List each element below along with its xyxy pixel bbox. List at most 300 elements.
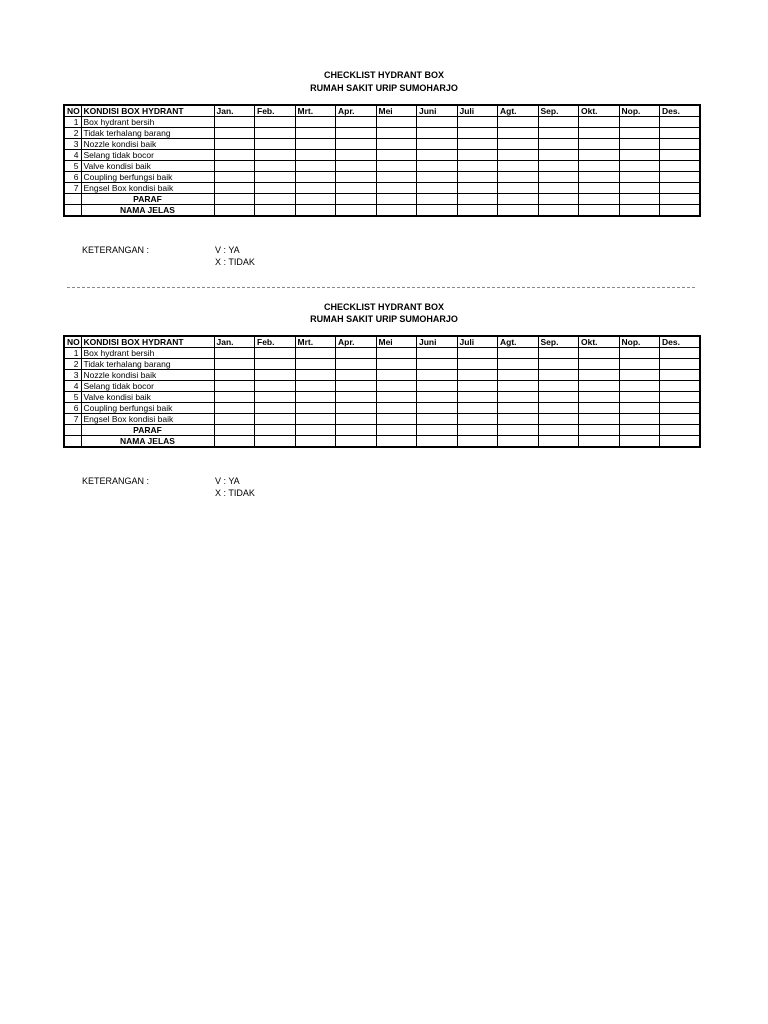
check-cell[interactable] xyxy=(336,403,377,414)
header-month: Mrt. xyxy=(295,336,336,348)
check-cell[interactable] xyxy=(579,117,620,128)
check-cell[interactable] xyxy=(295,139,336,150)
check-cell[interactable] xyxy=(498,348,539,359)
check-cell[interactable] xyxy=(214,414,255,425)
nama-cell[interactable] xyxy=(619,436,660,448)
paraf-cell[interactable] xyxy=(336,425,377,436)
nama-cell[interactable] xyxy=(417,436,458,448)
check-cell[interactable] xyxy=(255,139,296,150)
check-cell[interactable] xyxy=(619,370,660,381)
nama-cell[interactable] xyxy=(660,436,701,448)
check-cell[interactable] xyxy=(255,172,296,183)
check-cell[interactable] xyxy=(214,392,255,403)
check-cell[interactable] xyxy=(660,172,701,183)
row-item: Coupling berfungsi baik xyxy=(81,403,214,414)
check-cell[interactable] xyxy=(457,392,498,403)
header-month: Juli xyxy=(457,336,498,348)
header-month: Apr. xyxy=(336,336,377,348)
paraf-cell[interactable] xyxy=(214,194,255,205)
check-cell[interactable] xyxy=(214,403,255,414)
check-cell[interactable] xyxy=(457,150,498,161)
check-cell[interactable] xyxy=(538,392,579,403)
check-cell[interactable] xyxy=(376,117,417,128)
empty-cell xyxy=(64,436,81,448)
check-cell[interactable] xyxy=(538,403,579,414)
check-cell[interactable] xyxy=(255,392,296,403)
check-cell[interactable] xyxy=(417,381,458,392)
nama-jelas-label: NAMA JELAS xyxy=(81,205,214,217)
check-cell[interactable] xyxy=(417,161,458,172)
row-item: Engsel Box kondisi baik xyxy=(81,414,214,425)
row-number: 1 xyxy=(64,117,81,128)
form-title: CHECKLIST HYDRANT BOX xyxy=(323,302,444,312)
check-cell[interactable] xyxy=(619,381,660,392)
check-cell[interactable] xyxy=(498,392,539,403)
table-row xyxy=(64,392,700,403)
table-row xyxy=(64,139,700,150)
nama-cell[interactable] xyxy=(579,205,620,217)
form-title: CHECKLIST HYDRANT BOX xyxy=(323,70,444,80)
row-number: 1 xyxy=(64,348,81,359)
check-cell[interactable] xyxy=(579,414,620,425)
check-cell[interactable] xyxy=(538,359,579,370)
check-cell[interactable] xyxy=(579,348,620,359)
check-cell[interactable] xyxy=(619,150,660,161)
legend-ya: V : YA xyxy=(215,476,240,486)
check-cell[interactable] xyxy=(336,359,377,370)
check-cell[interactable] xyxy=(336,381,377,392)
header-month: Mei xyxy=(376,105,417,117)
check-cell[interactable] xyxy=(579,370,620,381)
nama-cell[interactable] xyxy=(255,205,296,217)
check-cell[interactable] xyxy=(336,392,377,403)
check-cell[interactable] xyxy=(498,117,539,128)
paraf-cell[interactable] xyxy=(417,194,458,205)
paraf-row xyxy=(64,194,700,205)
check-cell[interactable] xyxy=(498,403,539,414)
paraf-cell[interactable] xyxy=(619,194,660,205)
check-cell[interactable] xyxy=(214,348,255,359)
header-month: Mrt. xyxy=(295,105,336,117)
check-cell[interactable] xyxy=(295,381,336,392)
check-cell[interactable] xyxy=(376,392,417,403)
check-cell[interactable] xyxy=(660,139,701,150)
check-cell[interactable] xyxy=(619,183,660,194)
check-cell[interactable] xyxy=(295,348,336,359)
check-cell[interactable] xyxy=(619,139,660,150)
row-item: Tidak terhalang barang xyxy=(81,128,214,139)
check-cell[interactable] xyxy=(538,150,579,161)
row-number: 4 xyxy=(64,381,81,392)
check-cell[interactable] xyxy=(457,370,498,381)
check-cell[interactable] xyxy=(214,128,255,139)
row-number: 7 xyxy=(64,183,81,194)
nama-cell[interactable] xyxy=(660,205,701,217)
paraf-label: PARAF xyxy=(81,194,214,205)
check-cell[interactable] xyxy=(295,117,336,128)
check-cell[interactable] xyxy=(498,414,539,425)
nama-cell[interactable] xyxy=(538,205,579,217)
row-number: 5 xyxy=(64,161,81,172)
check-cell[interactable] xyxy=(457,381,498,392)
header-month: Agt. xyxy=(498,336,539,348)
check-cell[interactable] xyxy=(538,139,579,150)
row-item: Box hydrant bersih xyxy=(81,348,214,359)
table-row xyxy=(64,381,700,392)
nama-cell[interactable] xyxy=(376,436,417,448)
check-cell[interactable] xyxy=(660,183,701,194)
check-cell[interactable] xyxy=(295,128,336,139)
legend-values xyxy=(215,244,255,268)
check-cell[interactable] xyxy=(457,117,498,128)
table-row xyxy=(64,370,700,381)
legend-tidak: X : TIDAK xyxy=(215,488,255,498)
check-cell[interactable] xyxy=(295,414,336,425)
check-cell[interactable] xyxy=(660,348,701,359)
check-cell[interactable] xyxy=(417,414,458,425)
check-cell[interactable] xyxy=(376,139,417,150)
header-month: Juni xyxy=(417,336,458,348)
check-cell[interactable] xyxy=(255,128,296,139)
check-cell[interactable] xyxy=(579,403,620,414)
check-cell[interactable] xyxy=(579,392,620,403)
check-cell[interactable] xyxy=(498,139,539,150)
check-cell[interactable] xyxy=(457,359,498,370)
check-cell[interactable] xyxy=(255,183,296,194)
check-cell[interactable] xyxy=(498,150,539,161)
nama-cell[interactable] xyxy=(579,436,620,448)
check-cell[interactable] xyxy=(214,139,255,150)
paraf-cell[interactable] xyxy=(457,425,498,436)
check-cell[interactable] xyxy=(619,414,660,425)
check-cell[interactable] xyxy=(417,150,458,161)
check-cell[interactable] xyxy=(498,370,539,381)
check-cell[interactable] xyxy=(457,403,498,414)
empty-cell xyxy=(64,205,81,217)
check-cell[interactable] xyxy=(417,172,458,183)
nama-cell[interactable] xyxy=(538,436,579,448)
paraf-cell[interactable] xyxy=(660,194,701,205)
check-cell[interactable] xyxy=(336,161,377,172)
check-cell[interactable] xyxy=(579,381,620,392)
paraf-cell[interactable] xyxy=(214,425,255,436)
check-cell[interactable] xyxy=(255,348,296,359)
check-cell[interactable] xyxy=(498,381,539,392)
nama-cell[interactable] xyxy=(336,436,377,448)
check-cell[interactable] xyxy=(538,370,579,381)
check-cell[interactable] xyxy=(619,359,660,370)
check-cell[interactable] xyxy=(376,183,417,194)
check-cell[interactable] xyxy=(538,381,579,392)
check-cell[interactable] xyxy=(538,161,579,172)
check-cell[interactable] xyxy=(295,172,336,183)
check-cell[interactable] xyxy=(498,172,539,183)
legend-ya: V : YA xyxy=(215,245,240,255)
check-cell[interactable] xyxy=(255,150,296,161)
check-cell[interactable] xyxy=(660,150,701,161)
legend-label: KETERANGAN : xyxy=(82,476,150,486)
check-cell[interactable] xyxy=(336,139,377,150)
nama-cell[interactable] xyxy=(295,205,336,217)
row-number: 7 xyxy=(64,414,81,425)
header-month: Feb. xyxy=(255,336,296,348)
check-cell[interactable] xyxy=(417,392,458,403)
nama-cell[interactable] xyxy=(295,436,336,448)
header-month: Jan. xyxy=(214,336,255,348)
check-cell[interactable] xyxy=(255,414,296,425)
paraf-cell[interactable] xyxy=(295,194,336,205)
check-cell[interactable] xyxy=(376,403,417,414)
check-cell[interactable] xyxy=(255,403,296,414)
check-cell[interactable] xyxy=(457,414,498,425)
paraf-cell[interactable] xyxy=(295,425,336,436)
check-cell[interactable] xyxy=(498,183,539,194)
check-cell[interactable] xyxy=(579,183,620,194)
check-cell[interactable] xyxy=(417,370,458,381)
check-cell[interactable] xyxy=(579,172,620,183)
check-cell[interactable] xyxy=(619,172,660,183)
header-month: Nop. xyxy=(619,336,660,348)
check-cell[interactable] xyxy=(457,183,498,194)
check-cell[interactable] xyxy=(336,128,377,139)
row-item: Valve kondisi baik xyxy=(81,392,214,403)
nama-cell[interactable] xyxy=(336,205,377,217)
table-header-row xyxy=(64,105,700,117)
check-cell[interactable] xyxy=(457,161,498,172)
check-cell[interactable] xyxy=(619,161,660,172)
check-cell[interactable] xyxy=(660,359,701,370)
check-cell[interactable] xyxy=(417,403,458,414)
paraf-cell[interactable] xyxy=(376,425,417,436)
paraf-cell[interactable] xyxy=(255,425,296,436)
checklist-table xyxy=(63,104,701,217)
check-cell[interactable] xyxy=(579,139,620,150)
check-cell[interactable] xyxy=(376,172,417,183)
check-cell[interactable] xyxy=(498,359,539,370)
nama-cell[interactable] xyxy=(255,436,296,448)
nama-cell[interactable] xyxy=(376,205,417,217)
paraf-cell[interactable] xyxy=(619,425,660,436)
row-number: 6 xyxy=(64,403,81,414)
check-cell[interactable] xyxy=(538,172,579,183)
check-cell[interactable] xyxy=(214,117,255,128)
check-cell[interactable] xyxy=(660,117,701,128)
check-cell[interactable] xyxy=(579,150,620,161)
check-cell[interactable] xyxy=(457,139,498,150)
check-cell[interactable] xyxy=(376,348,417,359)
table-row xyxy=(64,150,700,161)
check-cell[interactable] xyxy=(376,359,417,370)
check-cell[interactable] xyxy=(336,348,377,359)
table-row xyxy=(64,128,700,139)
check-cell[interactable] xyxy=(619,392,660,403)
header-month: Nop. xyxy=(619,105,660,117)
table-row xyxy=(64,161,700,172)
check-cell[interactable] xyxy=(457,172,498,183)
check-cell[interactable] xyxy=(214,161,255,172)
header-month: Sep. xyxy=(538,336,579,348)
nama-cell[interactable] xyxy=(214,436,255,448)
row-number: 6 xyxy=(64,172,81,183)
header-kondisi: KONDISI BOX HYDRANT xyxy=(81,105,214,117)
nama-cell[interactable] xyxy=(457,205,498,217)
row-number: 3 xyxy=(64,370,81,381)
check-cell[interactable] xyxy=(579,128,620,139)
check-cell[interactable] xyxy=(336,117,377,128)
check-cell[interactable] xyxy=(295,359,336,370)
header-month: Agt. xyxy=(498,105,539,117)
paraf-cell[interactable] xyxy=(255,194,296,205)
check-cell[interactable] xyxy=(660,161,701,172)
check-cell[interactable] xyxy=(214,370,255,381)
check-cell[interactable] xyxy=(619,117,660,128)
check-cell[interactable] xyxy=(295,150,336,161)
paraf-cell[interactable] xyxy=(376,194,417,205)
check-cell[interactable] xyxy=(295,370,336,381)
check-cell[interactable] xyxy=(417,359,458,370)
paraf-cell[interactable] xyxy=(579,194,620,205)
check-cell[interactable] xyxy=(255,381,296,392)
form-subtitle: RUMAH SAKIT URIP SUMOHARJO xyxy=(310,314,458,324)
check-cell[interactable] xyxy=(295,183,336,194)
row-item: Selang tidak bocor xyxy=(81,150,214,161)
nama-jelas-label: NAMA JELAS xyxy=(81,436,214,448)
check-cell[interactable] xyxy=(255,117,296,128)
check-cell[interactable] xyxy=(214,172,255,183)
check-cell[interactable] xyxy=(417,348,458,359)
nama-cell[interactable] xyxy=(619,205,660,217)
table-header-row xyxy=(64,336,700,348)
check-cell[interactable] xyxy=(376,381,417,392)
check-cell[interactable] xyxy=(660,392,701,403)
check-cell[interactable] xyxy=(417,183,458,194)
nama-cell[interactable] xyxy=(417,205,458,217)
check-cell[interactable] xyxy=(214,381,255,392)
row-number: 5 xyxy=(64,392,81,403)
check-cell[interactable] xyxy=(457,128,498,139)
row-number: 2 xyxy=(64,359,81,370)
check-cell[interactable] xyxy=(457,348,498,359)
paraf-cell[interactable] xyxy=(457,194,498,205)
check-cell[interactable] xyxy=(498,128,539,139)
table-row xyxy=(64,359,700,370)
check-cell[interactable] xyxy=(376,128,417,139)
cut-line xyxy=(67,287,695,288)
header-month: Des. xyxy=(660,336,701,348)
check-cell[interactable] xyxy=(498,161,539,172)
check-cell[interactable] xyxy=(336,414,377,425)
check-cell[interactable] xyxy=(255,370,296,381)
check-cell[interactable] xyxy=(619,403,660,414)
header-no: NO xyxy=(64,336,81,348)
header-month: Okt. xyxy=(579,336,620,348)
check-cell[interactable] xyxy=(660,381,701,392)
check-cell[interactable] xyxy=(295,161,336,172)
check-cell[interactable] xyxy=(336,150,377,161)
header-kondisi: KONDISI BOX HYDRANT xyxy=(81,336,214,348)
row-number: 4 xyxy=(64,150,81,161)
header-month: Feb. xyxy=(255,105,296,117)
check-cell[interactable] xyxy=(376,370,417,381)
check-cell[interactable] xyxy=(255,359,296,370)
check-cell[interactable] xyxy=(376,161,417,172)
row-item: Nozzle kondisi baik xyxy=(81,139,214,150)
form-subtitle: RUMAH SAKIT URIP SUMOHARJO xyxy=(310,83,458,93)
paraf-cell[interactable] xyxy=(538,194,579,205)
nama-cell[interactable] xyxy=(498,205,539,217)
check-cell[interactable] xyxy=(538,128,579,139)
paraf-cell[interactable] xyxy=(538,425,579,436)
check-cell[interactable] xyxy=(376,414,417,425)
row-item: Valve kondisi baik xyxy=(81,161,214,172)
check-cell[interactable] xyxy=(619,348,660,359)
header-month: Jan. xyxy=(214,105,255,117)
row-item: Tidak terhalang barang xyxy=(81,359,214,370)
header-month: Okt. xyxy=(579,105,620,117)
empty-cell xyxy=(64,194,81,205)
check-cell[interactable] xyxy=(417,139,458,150)
check-cell[interactable] xyxy=(538,414,579,425)
check-cell[interactable] xyxy=(538,183,579,194)
check-cell[interactable] xyxy=(214,150,255,161)
paraf-cell[interactable] xyxy=(498,194,539,205)
paraf-cell[interactable] xyxy=(579,425,620,436)
table-row xyxy=(64,183,700,194)
paraf-cell[interactable] xyxy=(417,425,458,436)
check-cell[interactable] xyxy=(660,128,701,139)
table-row xyxy=(64,403,700,414)
nama-cell[interactable] xyxy=(498,436,539,448)
check-cell[interactable] xyxy=(336,370,377,381)
check-cell[interactable] xyxy=(538,348,579,359)
legend-values xyxy=(215,475,255,499)
check-cell[interactable] xyxy=(660,414,701,425)
check-cell[interactable] xyxy=(660,370,701,381)
check-cell[interactable] xyxy=(417,128,458,139)
nama-cell[interactable] xyxy=(214,205,255,217)
paraf-cell[interactable] xyxy=(336,194,377,205)
row-item: Nozzle kondisi baik xyxy=(81,370,214,381)
check-cell[interactable] xyxy=(660,403,701,414)
paraf-cell[interactable] xyxy=(660,425,701,436)
nama-cell[interactable] xyxy=(457,436,498,448)
header-no: NO xyxy=(64,105,81,117)
check-cell[interactable] xyxy=(295,403,336,414)
check-cell[interactable] xyxy=(579,359,620,370)
legend-label: KETERANGAN : xyxy=(82,245,150,255)
header-month: Apr. xyxy=(336,105,377,117)
check-cell[interactable] xyxy=(214,359,255,370)
table-row xyxy=(64,414,700,425)
header-month: Sep. xyxy=(538,105,579,117)
header-month: Des. xyxy=(660,105,701,117)
check-cell[interactable] xyxy=(214,183,255,194)
row-item: Coupling berfungsi baik xyxy=(81,172,214,183)
check-cell[interactable] xyxy=(336,172,377,183)
check-cell[interactable] xyxy=(295,392,336,403)
check-cell[interactable] xyxy=(579,161,620,172)
paraf-cell[interactable] xyxy=(498,425,539,436)
check-cell[interactable] xyxy=(255,161,296,172)
check-cell[interactable] xyxy=(336,183,377,194)
check-cell[interactable] xyxy=(538,117,579,128)
row-item: Engsel Box kondisi baik xyxy=(81,183,214,194)
check-cell[interactable] xyxy=(619,128,660,139)
check-cell[interactable] xyxy=(417,117,458,128)
legend-tidak: X : TIDAK xyxy=(215,257,255,267)
header-month: Mei xyxy=(376,336,417,348)
check-cell[interactable] xyxy=(376,150,417,161)
